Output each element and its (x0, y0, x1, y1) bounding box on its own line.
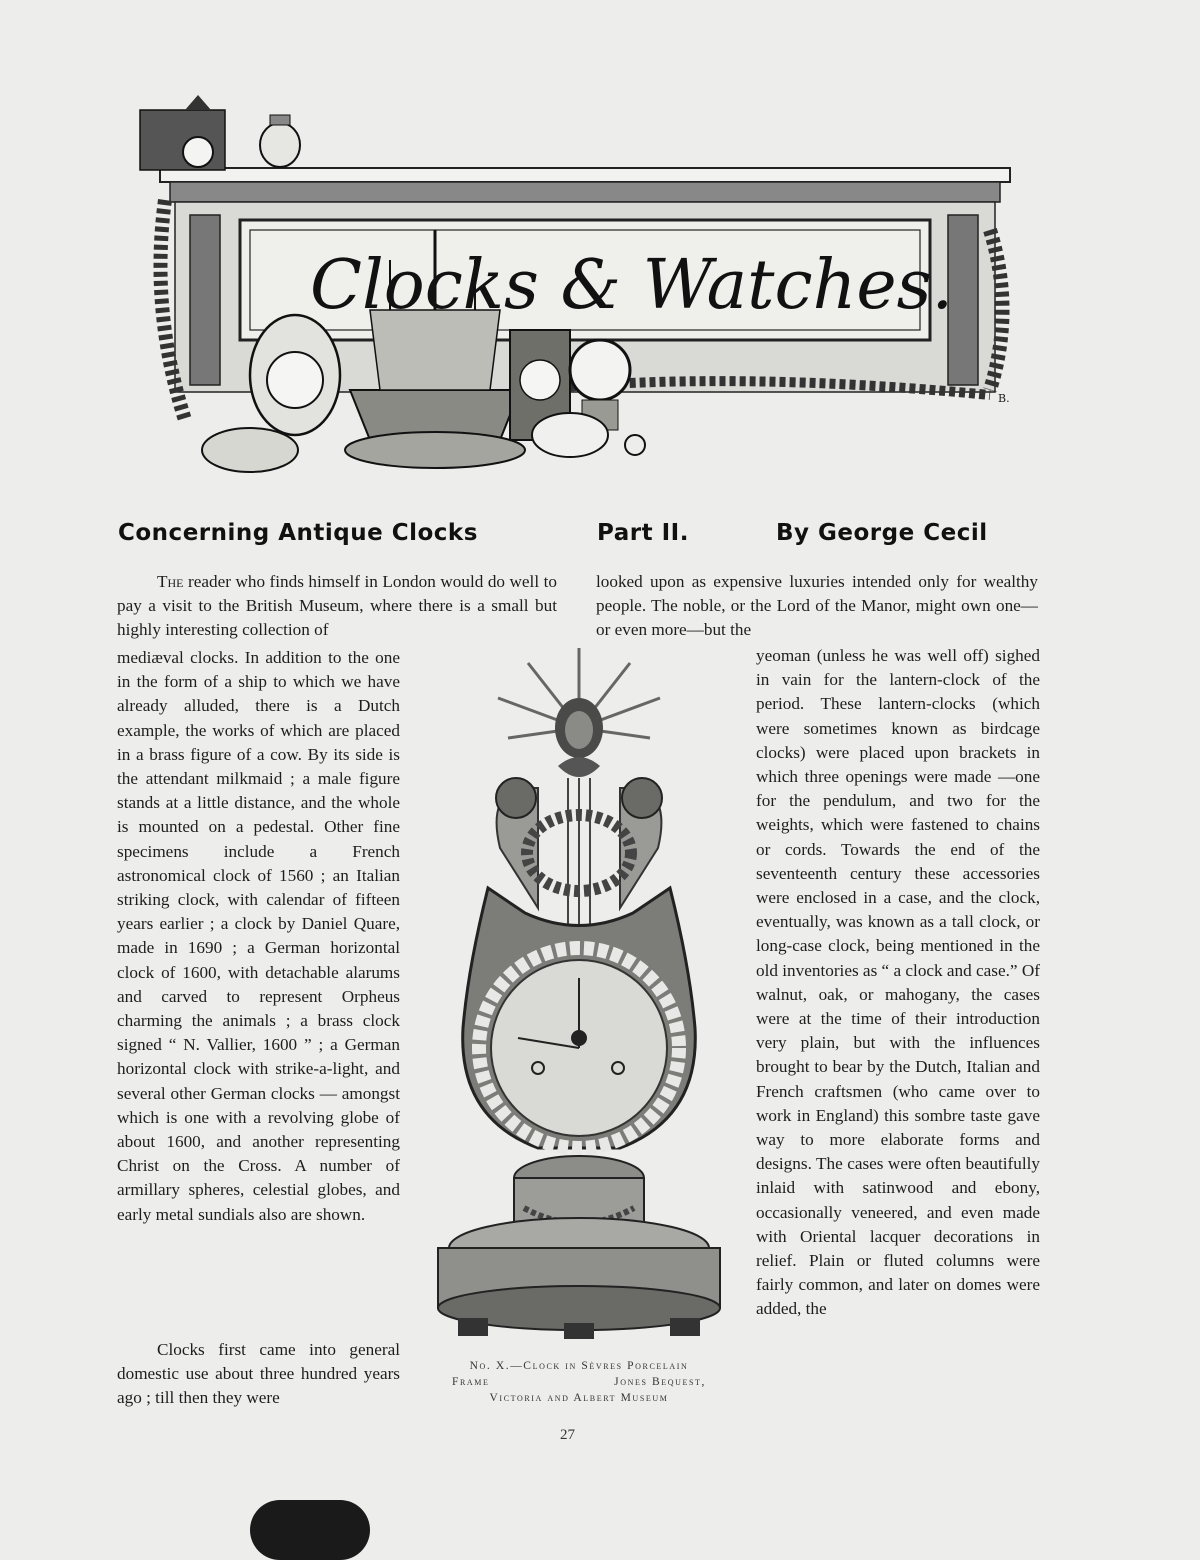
caption-line-3: Victoria and Albert Museum (489, 1392, 669, 1404)
figure-caption (424, 1358, 734, 1406)
body-paragraph-1-top (117, 570, 557, 643)
artist-mark: B. (998, 392, 1010, 405)
article-part: Part II. (597, 520, 689, 546)
drop-word: The (157, 572, 184, 591)
body-paragraph-1-narrow (117, 646, 400, 1227)
caption-line-2a: Frame (452, 1376, 490, 1388)
body-paragraph-2-right-top (596, 570, 1038, 643)
scan-edge-shadow (250, 1500, 370, 1560)
article-byline: By George Cecil (776, 520, 988, 546)
body-text: Clocks first came into general domestic use about three hundred years ago ; till then they were (117, 1340, 400, 1408)
body-paragraph-2-left (117, 1338, 400, 1411)
body-text: reader who finds himself in London would do well to pay a visit to the British Museum, where there is a small but highly interesting collection of (117, 572, 557, 640)
banner-title: Clocks & Watches. (310, 246, 954, 325)
header-illustration (130, 90, 1030, 490)
body-text: yeoman (unless he was well off) sighed in vain for the lantern-clock of the period. These lantern-clocks (which were sometimes known as birdcage clocks) were placed upon brackets in which three openings were made —one for the pendulum, and two for the weights, which were fastened to chains or cords. Towards the end of the seventeenth century these accessories were enclosed in a case, and the clock, eventually, was known as a tall clock, or long-case clock, being mentioned in the old inventories as “ a clock and case.” Of walnut, oak, or mahogany, the cases were at the time of their introduction very plain, but with the influences brought to bear by the Dutch, Italian and French craftsmen (who came over to work in England) this sombre taste gave way to more elaborate forms and designs. The cases were often beautifully inlaid with satinwood and ebony, occasionally veneered, and even made with Oriental lacquer decorations in relief. Plain or fluted columns were fairly common, and later on domes were added, the (756, 646, 1040, 1319)
sevres-clock-photo (428, 648, 730, 1348)
body-text: looked upon as expensive luxuries intended only for wealthy people. The noble, or the Lord of the Manor, might own one—or even more—but the (596, 572, 1038, 640)
body-text: mediæval clocks. In addition to the one in the form of a ship to which we have already alluded, there is a Dutch example, the works of which are placed in a brass figure of a cow. By its side is the attendant milkmaid ; a male figure stands at a little distance, and the whole is mounted on a pedestal. Other fine specimens include a French astronomical clock of 1560 ; an Italian striking clock, with calendar of fifteen years earlier ; a clock by Daniel Quare, made in 1690 ; a German horizontal clock of 1600, with detachable alarums and carved to represent Orpheus charming the animals ; a brass clock signed “ N. Vallier, 1600 ” ; a German horizontal clock with strike-a-light, and several other German clocks — amongst which is one with a revolving globe of about 1600, and another representing Christ on the Cross. A number of armillary spheres, celestial globes, and early metal sundials also are shown. (117, 648, 400, 1224)
body-paragraph-2-right-narrow (756, 644, 1040, 1322)
article-title: Concerning Antique Clocks (118, 520, 478, 546)
caption-line-2b: Jones Bequest, (614, 1376, 706, 1388)
caption-line-1: No. X.—Clock in Sèvres Porcelain (469, 1360, 689, 1372)
page-number: 27 (560, 1427, 575, 1443)
